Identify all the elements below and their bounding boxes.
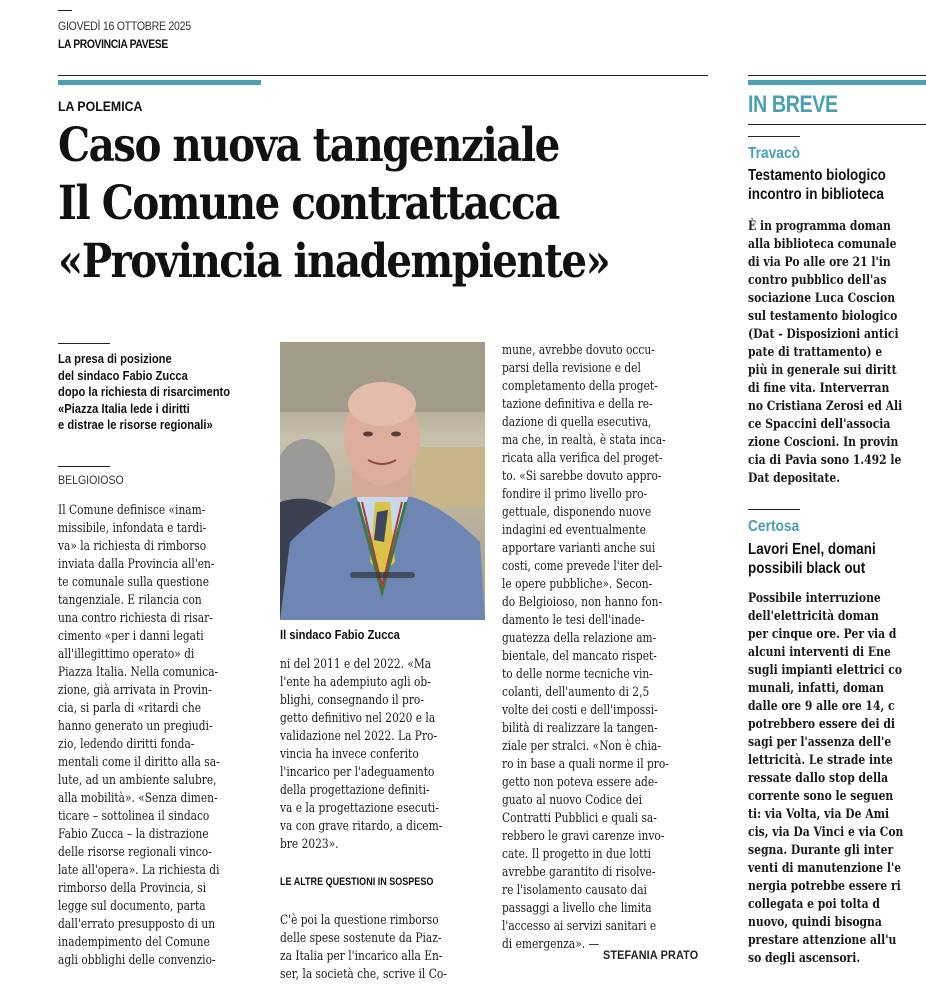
text-line: agli obblighi delle convenzio- <box>58 953 216 968</box>
photo-caption: Il sindaco Fabio Zucca <box>280 627 400 642</box>
text-line: dall'errato presupposto di un <box>58 917 216 932</box>
article-top-rule <box>58 75 708 76</box>
text-line: getto definitivo nel 2020 e la <box>280 711 436 726</box>
text-line: ricata alla verifica del proget- <box>502 451 663 466</box>
summary-line: dopo la richiesta di risarcimento <box>58 384 231 399</box>
summary-line: «Piazza Italia lede i diritti <box>58 400 190 416</box>
text-line: segna. Durante gli inter <box>748 843 894 858</box>
text-line: lute, ad un ambiente salubre, <box>58 773 217 788</box>
text-line: sagi per l'assenza dell'e <box>748 735 892 750</box>
text-line: della progettazione definiti- <box>280 783 430 798</box>
brief-body <box>748 218 926 488</box>
text-line: bientale, del mancato rispet- <box>502 649 657 664</box>
text-line: ressate dallo stop della <box>748 771 889 786</box>
text-line: to delle norme tecniche vin- <box>502 667 653 682</box>
text-line: (Dat - Disposizioni antici <box>748 327 899 342</box>
article-byline: STEFANIA PRATO <box>603 948 699 962</box>
sidebar-title-rule <box>748 124 926 125</box>
brief-rule <box>748 509 800 510</box>
article-column-3 <box>502 342 712 954</box>
text-line: dazione di quella esecutiva, <box>502 415 652 430</box>
text-line: va con grave ritardo, a dicem- <box>280 819 443 834</box>
text-line: legge sul documento, parta <box>58 899 206 914</box>
text-line: delle spese sostenute da Piaz- <box>280 931 442 946</box>
text-line: prestare attenzione all'u <box>748 933 897 948</box>
text-line: ce Spaccini dell'associa <box>748 417 891 432</box>
text-line: Dat depositate. <box>748 471 841 486</box>
text-line: vincia ha invece conferito <box>280 747 419 762</box>
headline-line: Caso nuova tangenziale <box>58 118 559 173</box>
summary-line: La presa di posizione <box>58 351 172 366</box>
article-column-2 <box>280 656 490 854</box>
text-line: cate. Il progetto in due lotti <box>502 847 652 862</box>
portrait-photo-icon <box>280 342 485 620</box>
text-line: va e la progettazione esecuti- <box>280 801 439 816</box>
text-line: nergia potrebbe essere ri <box>748 879 901 894</box>
text-line: avrebbe garantito di risolve- <box>502 865 656 880</box>
text-line: dell'elettricità doman <box>748 609 879 624</box>
brief-location: Certosa <box>748 518 800 535</box>
text-line: cia, si parla di «ritardi che <box>58 701 202 716</box>
text-line: collegata e poi tolta d <box>748 897 880 912</box>
text-line: lettricità. Le strade inte <box>748 753 893 768</box>
text-line: indagini ed eventualmente <box>502 523 646 538</box>
text-line: venti di manutenzione l'e <box>748 861 902 876</box>
article-column-1 <box>58 502 268 970</box>
text-line: l'ente ha adempiuto agli ob- <box>280 675 431 690</box>
text-line: to. «Si sarebbe dovuto appro- <box>502 469 662 484</box>
text-line: do Belgioioso, non hanno fon- <box>502 595 663 610</box>
text-line: all'illegittimo operato» di <box>58 647 195 662</box>
text-line: va» la richiesta di rimborso <box>58 539 207 554</box>
text-line: cia di Pavia sono 1.492 le <box>748 453 902 468</box>
text-line: zione, già arrivata in Provin- <box>58 683 212 698</box>
article-headline <box>58 117 718 291</box>
brief-headline-line: incontro in biblioteca <box>748 186 884 203</box>
article-column-2-continued <box>280 912 490 984</box>
article-summary <box>58 351 288 434</box>
text-line: cimento «per i danni legati <box>58 629 204 644</box>
text-line: Possibile interruzione <box>748 591 881 606</box>
text-line: Fabio Zucca – la distrazione <box>58 827 209 842</box>
headline-line: Il Comune contrattacca <box>58 176 559 231</box>
newspaper-name: LA PROVINCIA PAVESE <box>58 37 168 51</box>
text-line: rimborso della Provincia, si <box>58 881 206 896</box>
text-line: blighi, consegnando il pro- <box>280 693 424 708</box>
text-line: zio, ledendo diritti fonda- <box>58 737 195 752</box>
text-line: alcuni interventi di Ene <box>748 645 891 660</box>
text-line: ser, la società che, scrive il Co- <box>280 967 447 982</box>
text-line: ma che, in realtà, è stata inca- <box>502 433 666 448</box>
text-line: rebbero le gravi carenze invo- <box>502 829 665 844</box>
text-line: guato al nuovo Codice dei <box>502 793 642 808</box>
text-line: validazione nel 2022. La Pro- <box>280 729 438 744</box>
text-line: ti: via Volta, via De Ami <box>748 807 890 822</box>
text-line: munali, infatti, doman <box>748 681 884 696</box>
text-line: nuovo, quindi bisogna <box>748 915 882 930</box>
text-line: inviata dalla Provincia all'en- <box>58 557 215 572</box>
text-line: inadempimento del Comune <box>58 935 210 950</box>
text-line: alla mobilità». «Senza dimen- <box>58 791 218 806</box>
article-kicker: LA POLEMICA <box>58 98 143 114</box>
text-line: mune, avrebbe dovuto occu- <box>502 343 655 358</box>
text-line: pate di trattamento) e <box>748 345 883 360</box>
brief-headline-line: possibili black out <box>748 560 866 577</box>
text-line: bre 2023». <box>280 837 339 852</box>
text-line: potrebbero essere dei di <box>748 717 895 732</box>
text-line: costi, come prevede l'iter del- <box>502 559 663 574</box>
text-line: late all'opera». La richiesta di <box>58 863 220 878</box>
summary-line: del sindaco Fabio Zucca <box>58 367 188 383</box>
text-line: te comunale sulla questione <box>58 575 210 590</box>
text-line: le opere pubbliche». Secon- <box>502 577 653 592</box>
text-line: re l'isolamento causato dai <box>502 883 647 898</box>
article-location: BELGIOIOSO <box>58 473 124 487</box>
text-line: Contratti Pubblici e quali sa- <box>502 811 657 826</box>
text-line: di emergenza». — <box>502 937 600 952</box>
summary-line: e distrae le risorse regionali» <box>58 417 213 432</box>
text-line: cis, via Da Vinci e via Con <box>748 825 904 840</box>
text-line: ziale per stralci. «Non è chia- <box>502 739 661 754</box>
text-line: passaggi a livello che limita <box>502 901 652 916</box>
text-line: zione Coscioni. In provin <box>748 435 899 450</box>
text-line: damento le tesi dell'inade- <box>502 613 645 628</box>
text-line: sugli impianti elettrici co <box>748 663 903 678</box>
text-line: no Cristiana Zerosi ed Ali <box>748 399 903 414</box>
text-line: guatezza della relazione am- <box>502 631 657 646</box>
text-line: getto non poteva essere ade- <box>502 775 658 790</box>
sidebar-top-rule <box>748 75 926 76</box>
text-line: di via Po alle ore 21 l'in <box>748 255 891 270</box>
text-line: sul testamento biologico <box>748 309 898 324</box>
text-line: fondire il primo livello pro- <box>502 487 648 502</box>
text-line: di fine vita. Interverran <box>748 381 890 396</box>
text-line: bilità di realizzare la tangen- <box>502 721 658 736</box>
text-line: mentali come il diritto alla sa- <box>58 755 220 770</box>
sidebar-title: IN BREVE <box>748 91 838 118</box>
text-line: missibile, infondata e tardi- <box>58 521 207 536</box>
text-line: È in programma doman <box>748 219 891 234</box>
text-line: delle risorse regionali vinco- <box>58 845 212 860</box>
text-line: so degli ascensori. <box>748 951 861 966</box>
text-line: per cinque ore. Per via d <box>748 627 897 642</box>
text-line: alla biblioteca comunale <box>748 237 897 252</box>
article-accent-bar <box>58 80 261 85</box>
brief-body <box>748 590 926 968</box>
text-line: ro in base a quali norme il pro- <box>502 757 669 772</box>
text-line: za Italia per l'incarico alla En- <box>280 949 443 964</box>
portrait-photo <box>280 342 485 620</box>
text-line: C'è poi la questione rimborso <box>280 913 439 928</box>
brief-headline-line: Lavori Enel, domani <box>748 541 876 558</box>
text-line: l'incarico per l'adeguamento <box>280 765 435 780</box>
text-line: completamento della proget- <box>502 379 658 394</box>
brief-headline <box>748 166 912 204</box>
brief-location: Travacò <box>748 145 801 162</box>
text-line: sociazione Luca Coscion <box>748 291 896 306</box>
sidebar-accent-bar <box>748 80 926 85</box>
brief-rule <box>748 136 800 137</box>
text-line: più in generale sui diritt <box>748 363 897 378</box>
text-line: parsi della revisione e del <box>502 361 641 376</box>
text-line: apportare varianti anche sui <box>502 541 656 556</box>
brief-headline-line: Testamento biologico <box>748 167 886 184</box>
text-line: tangenziale. E rilancia con <box>58 593 202 608</box>
issue-date: GIOVEDÌ 16 OTTOBRE 2025 <box>58 19 191 33</box>
text-line: volte dei costi e dell'impossi- <box>502 703 658 718</box>
text-line: dalle ore 9 alle ore 14, c <box>748 699 895 714</box>
text-line: gettuale, disponendo nuove <box>502 505 652 520</box>
headline-line: «Provincia inadempiente» <box>58 234 610 289</box>
text-line: l'accesso ai servizi sanitari e <box>502 919 657 934</box>
text-line: Il Comune definisce «inam- <box>58 503 206 518</box>
text-line: una contro richiesta di risar- <box>58 611 213 626</box>
text-line: ticare – sottolinea il sindaco <box>58 809 210 824</box>
summary-rule <box>58 343 110 344</box>
text-line: contro pubblico dell'as <box>748 273 887 288</box>
top-divider <box>58 10 72 11</box>
location-rule <box>58 466 110 467</box>
text-line: colanti, dell'aumento di 2,5 <box>502 685 650 700</box>
text-line: Piazza Italia. Nella comunica- <box>58 665 219 680</box>
text-line: corrente sono le seguen <box>748 789 894 804</box>
text-line: hanno generato un pregiudi- <box>58 719 213 734</box>
brief-headline <box>748 540 900 578</box>
text-line: tazione definitiva e della re- <box>502 397 653 412</box>
article-subheading: LE ALTRE QUESTIONI IN SOSPESO <box>280 876 434 888</box>
text-line: ni del 2011 e del 2022. «Ma <box>280 657 432 672</box>
